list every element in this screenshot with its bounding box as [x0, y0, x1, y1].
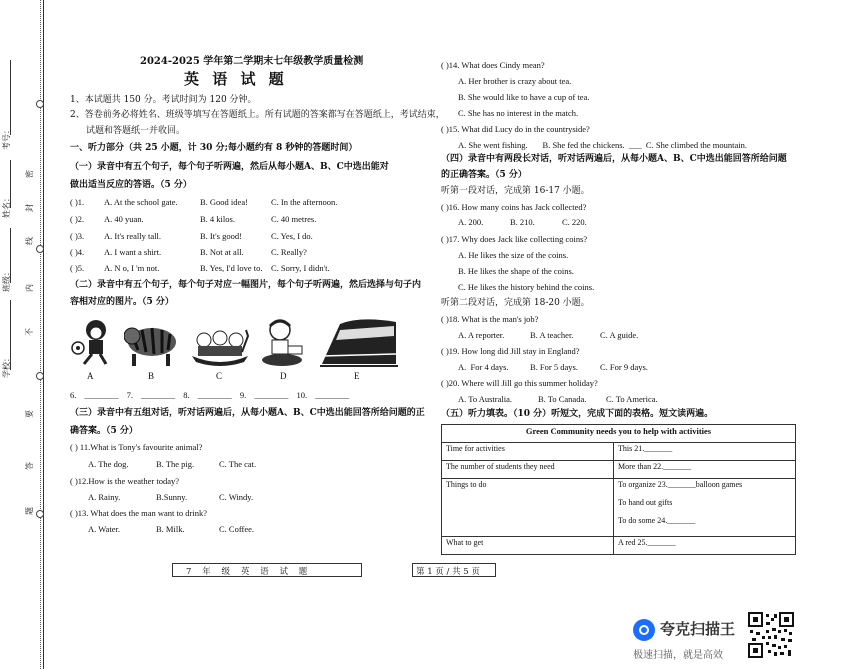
option-b: B. The pig.	[156, 459, 195, 469]
option-b: B. A teacher.	[530, 330, 574, 340]
fill-line	[10, 60, 11, 135]
table-cell-label: Time for activities	[442, 443, 614, 461]
table-cell-answer-list	[614, 479, 796, 537]
question: ( )17. Why does Jack like collecting coins?	[441, 234, 588, 244]
option-c: C. 40 metres.	[271, 214, 317, 224]
option-c: C. Sorry, I didn't.	[271, 263, 330, 273]
option-b: B. Yes, I'd love to.	[200, 263, 263, 273]
option-c: C. The cat.	[219, 459, 257, 469]
picture-dragon-boat	[190, 316, 250, 368]
binding-hole	[36, 372, 44, 380]
option-c: C. A guide.	[600, 330, 639, 340]
option-c: C. Yes, I do.	[271, 231, 313, 241]
answer-line: To organize 23._______balloon games	[618, 480, 743, 489]
option-a: A. Her brother is crazy about tea.	[458, 76, 572, 86]
part-intro: 做出适当反应的答语。（5 分）	[70, 180, 192, 190]
fill-line	[10, 300, 11, 370]
question: ( )15. What did Lucy do in the countryside?	[441, 124, 590, 134]
exam-title: 英 语 试 题	[184, 70, 288, 88]
table-cell-answer: This 21._______	[614, 443, 796, 461]
table-cell-answer: A red 25._______	[614, 537, 796, 555]
exam-number-label: 考号：	[2, 126, 11, 150]
binding-hole	[36, 510, 44, 518]
instruction-line: 试题和答题纸一并收回。	[86, 126, 186, 136]
picture-train	[320, 316, 398, 368]
seal-char: 封	[25, 204, 34, 212]
question: ( )14. What does Cindy mean?	[441, 60, 545, 70]
question: ( )12.How is the weather today?	[70, 476, 180, 486]
table-cell-label: Things to do	[442, 479, 614, 537]
question: ( )20. Where will Jill go this summer holiday?	[441, 378, 598, 388]
option-b: B. 210.	[510, 217, 535, 227]
activity-table	[441, 424, 796, 555]
answer-line: To do some 24._______	[618, 516, 696, 525]
question-number: ( )2.	[70, 214, 85, 224]
option-b: B. To Canada.	[538, 394, 587, 404]
seal-char: 密	[25, 170, 34, 178]
scanner-slogan: 极速扫描，就是高效	[633, 650, 723, 661]
picture-boy-football	[70, 316, 118, 368]
option-a: A. N o, I 'm not.	[104, 263, 160, 273]
option-b: B. He likes the shape of the coins.	[458, 266, 574, 276]
option-c: C. She has no interest in the match.	[458, 108, 579, 118]
seal-char: 答	[25, 462, 34, 470]
seal-char: 题	[25, 507, 34, 515]
question: ( )16. How many coins has Jack collected?	[441, 202, 587, 212]
picture-tiger	[124, 316, 178, 368]
school-label: 学校：	[2, 354, 11, 378]
option-a: A. I want a shirt.	[104, 247, 162, 257]
option-b: B.Sunny.	[156, 492, 188, 502]
option-c: C. Windy.	[219, 492, 254, 502]
option-b: B. It's good!	[200, 231, 242, 241]
options: A. She went fishing. B. She fed the chickens. ___ C. She climbed the mountain.	[458, 140, 747, 150]
question-number: ( )4.	[70, 247, 85, 257]
option-a: A. Rainy.	[88, 492, 121, 502]
option-a: A. 40 yuan.	[104, 214, 144, 224]
dialog-label: 听第二段对话，完成第 18-20 小题。	[441, 298, 590, 308]
option-b: B. She would like to have a cup of tea.	[458, 92, 590, 102]
question-number: ( )3.	[70, 231, 85, 241]
table-row	[442, 479, 796, 537]
scanner-logo-icon	[633, 619, 655, 641]
option-a: A. At the school gate.	[104, 197, 178, 207]
option-b: B. Good idea!	[200, 197, 248, 207]
binding-hole	[36, 100, 44, 108]
question-number: ( )1.	[70, 197, 85, 207]
option-a: A. He likes the size of the coins.	[458, 250, 569, 260]
part-intro: （三）录音中有五组对话，听对话两遍后，从每小题A、B、C中选出能回答所给问题的正	[70, 408, 425, 418]
question-number: ( )5.	[70, 263, 85, 273]
table-row	[442, 443, 796, 461]
table-cell-label: The number of students they need	[442, 461, 614, 479]
option-b: B. 4 kilos.	[200, 214, 235, 224]
class-label: 班级：	[2, 268, 11, 292]
table-cell-answer: More than 22._______	[614, 461, 796, 479]
option-b: B. Not at all.	[200, 247, 244, 257]
seal-char: 线	[25, 237, 34, 245]
exam-subtitle: 2024-2025 学年第二学期末七年级教学质量检测	[140, 56, 364, 67]
question: ( )18. What is the man's job?	[441, 314, 539, 324]
table-cell-label: What to get	[442, 537, 614, 555]
seal-line-solid	[43, 0, 44, 669]
option-c: C. Coffee.	[219, 524, 255, 534]
table-row	[442, 461, 796, 479]
fill-line	[10, 228, 11, 283]
option-a: A. A reporter.	[458, 330, 505, 340]
answer-blanks: 6. ________ 7. ________ 8. ________ 9. ________ 10. ________	[70, 390, 350, 400]
option-a: A. The dog.	[88, 459, 129, 469]
scanner-brand: 夸克扫描王	[660, 620, 736, 638]
part-intro: （四）录音中有两段长对话，听对话两遍后，从每小题A、B、C中选出能回答所给问题	[441, 154, 787, 164]
option-b: B. For 5 days.	[530, 362, 578, 372]
part-intro: （一）录音中有五个句子，每个句子听两遍，然后从每小题A、B、C中选出能对	[70, 162, 389, 172]
seal-char: 要	[25, 410, 34, 418]
question: ( ) 11.What is Tony's favourite animal?	[70, 442, 203, 452]
qr-code-icon	[748, 612, 794, 658]
option-a: A. For 4 days.	[458, 362, 509, 372]
footer-grade-subject: 7 年 级 英 语 试 题	[186, 567, 308, 577]
fill-line	[10, 160, 11, 208]
footer-page-number: 第 1 页 / 共 5 页	[416, 567, 480, 577]
name-label: 姓名：	[2, 194, 11, 218]
option-c: C. In the afternoon.	[271, 197, 338, 207]
picture-label: C	[216, 371, 223, 381]
picture-girl-reading	[258, 316, 308, 368]
picture-label: D	[280, 371, 287, 381]
binding-hole	[36, 245, 44, 253]
option-a: A. It's really tall.	[104, 231, 162, 241]
question: ( )13. What does the man want to drink?	[70, 508, 207, 518]
seal-char: 不	[25, 328, 34, 336]
part-intro: 确答案。（5 分）	[70, 426, 138, 436]
option-c: C. He likes the history behind the coins.	[458, 282, 595, 292]
option-a: A. 200.	[458, 217, 484, 227]
question: ( )19. How long did Jill stay in England?	[441, 346, 580, 356]
dialog-label: 听第一段对话，完成第 16-17 小题。	[441, 186, 590, 196]
part-intro: （二）录音中有五个句子，每个句子对应一幅图片，每个句子听两遍，然后选择与句子内	[70, 280, 422, 290]
option-c: C. Really?	[271, 247, 307, 257]
picture-label: B	[148, 371, 155, 381]
seal-char: 内	[25, 284, 34, 292]
option-b: B. Milk.	[156, 524, 185, 534]
option-a: A. To Australia.	[458, 394, 513, 404]
part-intro: （五）听力填表。（10 分）听短文，完成下面的表格。短文读两遍。	[441, 409, 714, 419]
option-a: A. Water.	[88, 524, 120, 534]
picture-label: E	[354, 371, 360, 381]
answer-line: To hand out gifts	[618, 498, 673, 507]
table-row	[442, 537, 796, 555]
option-c: C. 220.	[562, 217, 587, 227]
instruction-line: 1、本试题共 150 分。考试时间为 120 分钟。	[70, 95, 257, 105]
option-c: C. To America.	[606, 394, 658, 404]
option-c: C. For 9 days.	[600, 362, 648, 372]
section-heading: 一、听力部分（共 25 小题，计 30 分;每小题约有 8 秒钟的答题时间）	[70, 143, 358, 153]
part-intro: 容相对应的图片。（5 分）	[70, 297, 174, 307]
picture-label: A	[87, 371, 94, 381]
part-intro: 的正确答案。（5 分）	[441, 170, 527, 180]
binding-margin	[0, 0, 45, 669]
table-title: Green Community needs you to help with activities	[442, 425, 796, 443]
instruction-line: 2、答卷前务必将姓名、班级等填写在答题纸上。所有试题的答案都写在答题纸上，考试结束，	[70, 110, 445, 120]
